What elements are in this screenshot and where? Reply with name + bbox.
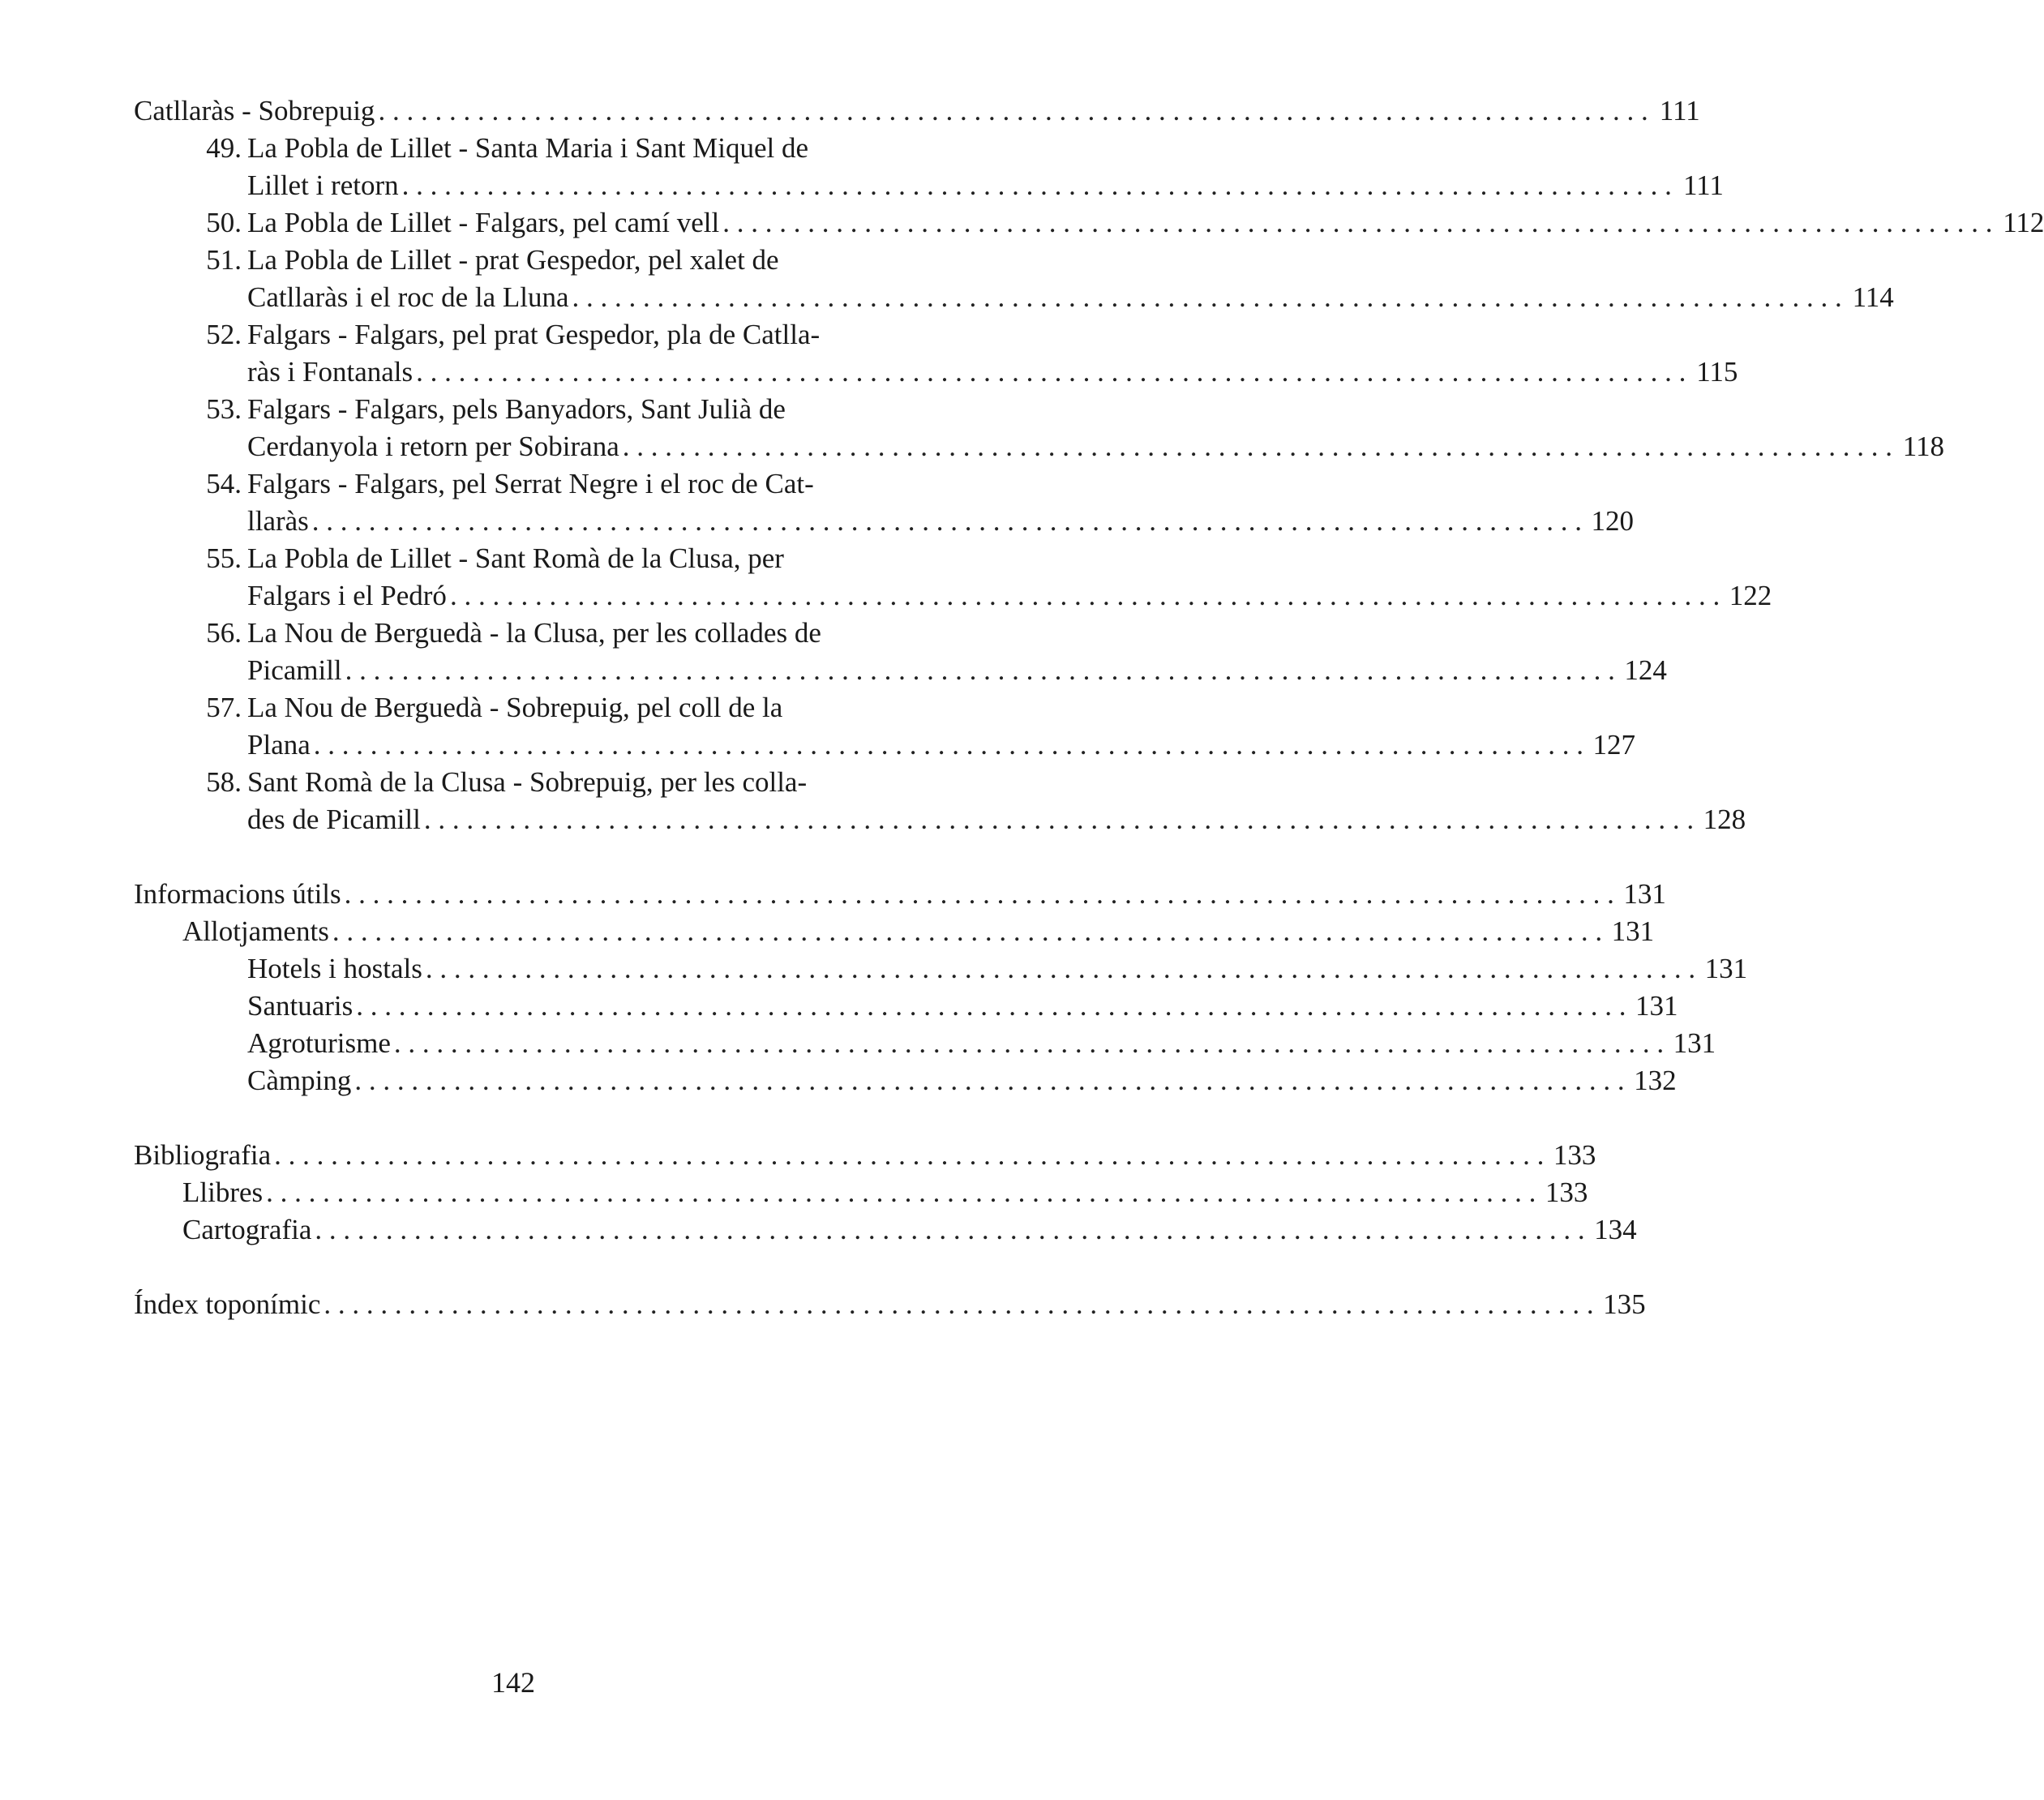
entry-title: Bibliografia (134, 1139, 272, 1171)
toc-entry (134, 391, 1944, 465)
toc-entry (134, 876, 1666, 913)
dot-leader (351, 1062, 1630, 1099)
toc-entry-line (134, 92, 1700, 130)
entry-title: La Pobla de Lillet - Falgars, pel camí vell (247, 207, 720, 238)
entry-title: Cerdanyola i retorn per Sobirana (247, 431, 619, 462)
toc-entry (134, 1211, 1637, 1249)
entry-title: Falgars - Falgars, pel Serrat Negre i el roc de Cat- (247, 468, 814, 499)
toc-entry (134, 242, 1894, 316)
toc-entry-line (134, 428, 1944, 465)
entry-number: 55. (206, 542, 242, 574)
entry-page-number: 133 (1545, 1176, 1588, 1208)
entry-title: Santuaris (247, 990, 354, 1022)
dot-leader (447, 577, 1726, 615)
entry-page-number: 114 (1852, 281, 1894, 313)
dot-leader (719, 204, 1999, 242)
dot-leader (421, 801, 1700, 838)
entry-title: ràs i Fontanals (247, 356, 414, 388)
dot-leader (309, 503, 1588, 540)
section-gap (134, 1099, 957, 1137)
toc-entry (134, 204, 2044, 242)
toc-entry (134, 465, 1635, 540)
entry-page-number: 133 (1553, 1139, 1596, 1171)
toc-entry-line (134, 242, 957, 279)
toc-entry-line (134, 950, 1748, 988)
entry-number: 50. (206, 207, 242, 238)
entry-page-number: 120 (1591, 505, 1635, 537)
toc-entry-line (134, 689, 957, 726)
entry-number: 57. (206, 692, 242, 723)
entry-title: Lillet i retorn (247, 169, 399, 201)
toc-entry (134, 316, 1738, 391)
entry-title: llaràs (247, 505, 309, 537)
toc-entry (134, 764, 1746, 838)
entry-page-number: 124 (1624, 654, 1667, 686)
entry-page-number: 131 (1673, 1027, 1716, 1059)
toc-entry-line (134, 726, 1636, 764)
dot-leader (342, 652, 1622, 689)
toc-entry-line (134, 876, 1666, 913)
toc-entry (134, 1025, 1716, 1062)
toc-entry (134, 130, 1724, 204)
entry-page-number: 131 (1635, 990, 1678, 1022)
entry-title: Allotjaments (182, 915, 329, 947)
toc-entry-line (134, 354, 1738, 391)
toc-entry-line (134, 204, 2044, 242)
toc-entry-line (134, 391, 957, 428)
toc-entry-line (134, 465, 957, 503)
toc-entry (134, 988, 1678, 1025)
dot-leader (263, 1174, 1542, 1211)
entry-number: 51. (206, 244, 242, 276)
entry-page-number: 132 (1634, 1065, 1677, 1096)
entry-page-number: 115 (1696, 356, 1738, 388)
entry-number: 53. (206, 393, 242, 425)
dot-leader (399, 167, 1678, 204)
toc-entry-line (134, 801, 1746, 838)
toc-entry-line (134, 503, 1635, 540)
table-of-contents (134, 92, 2044, 1323)
toc-entry-line (134, 1286, 1646, 1323)
dot-leader (341, 876, 1621, 913)
dot-leader (391, 1025, 1670, 1062)
dot-leader (311, 1211, 1591, 1249)
toc-entry (134, 540, 1772, 615)
entry-title: Índex toponímic (134, 1288, 321, 1320)
entry-page-number: 131 (1611, 915, 1655, 947)
toc-entry (134, 1174, 1588, 1211)
toc-entry (134, 615, 1667, 689)
entry-title: Cartografia (182, 1214, 312, 1245)
toc-entry (134, 689, 1636, 764)
toc-entry-line (134, 652, 1667, 689)
page-number: 142 (491, 1666, 535, 1699)
entry-title: des de Picamill (247, 804, 421, 835)
toc-entry-line (134, 913, 1655, 950)
entry-title: Informacions útils (134, 878, 341, 910)
entry-title: Càmping (247, 1065, 352, 1096)
toc-entry (134, 1286, 1646, 1323)
dot-leader (311, 726, 1590, 764)
entry-title: Sant Romà de la Clusa - Sobrepuig, per les colla- (247, 766, 808, 798)
entry-page-number: 127 (1592, 729, 1636, 761)
entry-number: 56. (206, 617, 242, 649)
entry-title: La Pobla de Lillet - Santa Maria i Sant Miquel de (247, 132, 809, 164)
entry-title: Llibres (182, 1176, 264, 1208)
toc-entry (134, 92, 1700, 130)
toc-entry-line (134, 577, 1772, 615)
entry-title: Plana (247, 729, 311, 761)
toc-entry-line (134, 316, 957, 354)
dot-leader (422, 950, 1702, 988)
toc-entry-line (134, 1174, 1588, 1211)
entry-number: 52. (206, 319, 242, 350)
toc-entry-line (134, 540, 957, 577)
toc-entry-line (134, 988, 1678, 1025)
toc-entry-line (134, 1211, 1637, 1249)
toc-entry-line (134, 167, 1724, 204)
dot-leader (329, 913, 1609, 950)
entry-page-number: 134 (1594, 1214, 1637, 1245)
entry-title: Picamill (247, 654, 342, 686)
entry-number: 49. (206, 132, 242, 164)
toc-entry-line (134, 1062, 1677, 1099)
section-gap (134, 838, 957, 876)
entry-page-number: 111 (1659, 95, 1700, 126)
toc-entry (134, 1137, 1596, 1174)
toc-entry-line (134, 1137, 1596, 1174)
entry-page-number: 112 (2003, 207, 2044, 238)
entry-title: Falgars - Falgars, pels Banyadors, Sant Julià de (247, 393, 786, 425)
section-gap (134, 1249, 957, 1286)
entry-page-number: 118 (1902, 431, 1944, 462)
entry-page-number: 122 (1729, 580, 1772, 611)
toc-entry-line (134, 279, 1894, 316)
entry-number: 58. (206, 766, 242, 798)
entry-title: La Nou de Berguedà - la Clusa, per les collades de (247, 617, 821, 649)
dot-leader (271, 1137, 1550, 1174)
dot-leader (320, 1286, 1600, 1323)
dot-leader (413, 354, 1692, 391)
toc-entry (134, 1062, 1677, 1099)
entry-page-number: 131 (1623, 878, 1666, 910)
entry-page-number: 131 (1704, 953, 1748, 984)
toc-entry (134, 950, 1748, 988)
entry-title: Falgars i el Pedró (247, 580, 447, 611)
entry-title: Catllaràs - Sobrepuig (134, 95, 375, 126)
dot-leader (353, 988, 1632, 1025)
dot-leader (375, 92, 1654, 130)
entry-title: Agroturisme (247, 1027, 391, 1059)
dot-leader (569, 279, 1849, 316)
toc-entry-line (134, 615, 957, 652)
toc-entry-line (134, 764, 957, 801)
toc-entry-line (134, 1025, 1716, 1062)
entry-page-number: 135 (1603, 1288, 1646, 1320)
toc-entry (134, 913, 1655, 950)
entry-title: La Pobla de Lillet - Sant Romà de la Clusa, per (247, 542, 784, 574)
entry-title: La Pobla de Lillet - prat Gespedor, pel xalet de (247, 244, 779, 276)
entry-title: Hotels i hostals (247, 953, 422, 984)
toc-entry-line (134, 130, 957, 167)
dot-leader (619, 428, 1899, 465)
entry-page-number: 111 (1682, 169, 1724, 201)
entry-page-number: 128 (1703, 804, 1746, 835)
entry-title: Falgars - Falgars, pel prat Gespedor, pla de Catlla- (247, 319, 821, 350)
entry-title: Catllaràs i el roc de la Lluna (247, 281, 569, 313)
entry-title: La Nou de Berguedà - Sobrepuig, pel coll de la (247, 692, 783, 723)
entry-number: 54. (206, 468, 242, 499)
